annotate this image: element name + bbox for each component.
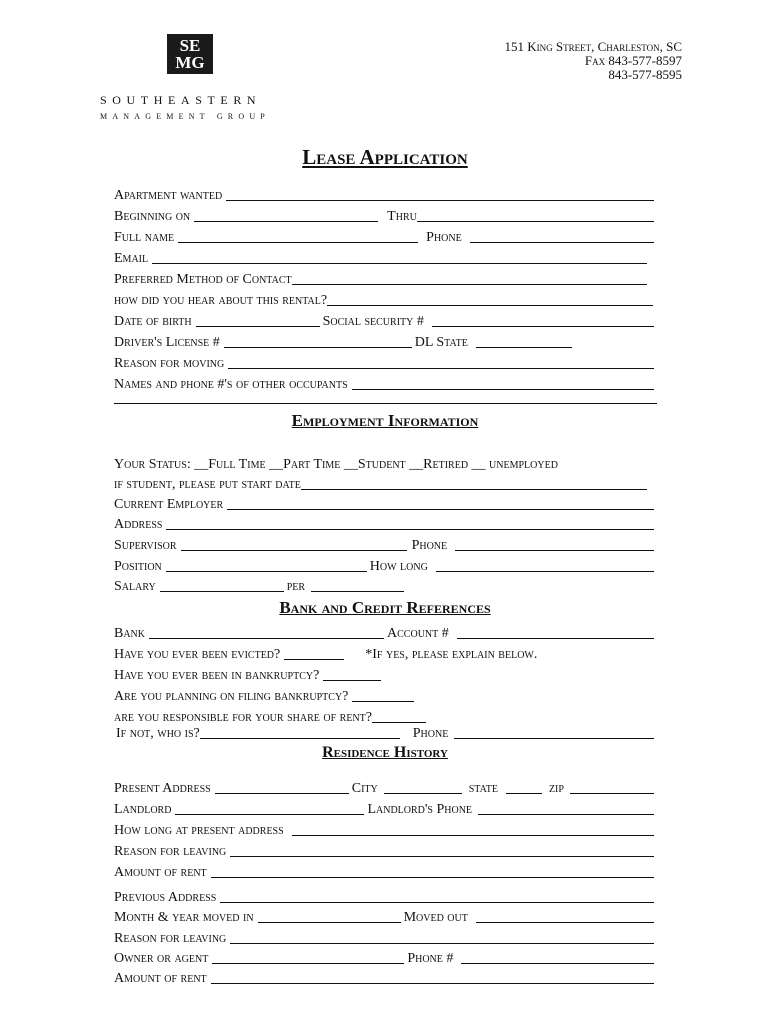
ssn-label: Social security # bbox=[322, 314, 424, 329]
contact-label: Preferred Method of Contact bbox=[114, 272, 292, 287]
ifnot-row bbox=[114, 722, 657, 742]
fax-number: Fax 843-577-8597 bbox=[584, 53, 682, 68]
account-label: Account # bbox=[387, 626, 449, 641]
ifnot-field[interactable] bbox=[200, 738, 400, 739]
position-row bbox=[114, 555, 657, 575]
salary-field[interactable] bbox=[160, 591, 284, 592]
apartment-label: Apartment wanted bbox=[114, 188, 223, 203]
present-label: Present Address bbox=[114, 781, 211, 796]
reason-leaving1-field[interactable] bbox=[230, 856, 654, 857]
movedout-label: Moved out bbox=[403, 910, 468, 925]
logo-text-top: SE bbox=[179, 36, 201, 55]
evicted-label: Have you ever been evicted? bbox=[114, 647, 281, 662]
company-logo bbox=[167, 34, 213, 74]
license-row bbox=[114, 331, 657, 351]
emp-phone-label: Phone bbox=[411, 538, 448, 553]
dob-row bbox=[114, 310, 657, 330]
owner-field[interactable] bbox=[212, 963, 404, 964]
reason-label: Reason for moving bbox=[114, 356, 225, 371]
page-title: Lease Application bbox=[302, 145, 468, 169]
howlong-field[interactable] bbox=[436, 571, 654, 572]
howlong-label: How long bbox=[369, 559, 428, 574]
reason-leaving2-label: Reason for leaving bbox=[114, 931, 227, 946]
bank-field[interactable] bbox=[149, 638, 384, 639]
responsible-label: are you responsible for your share of rent? bbox=[114, 710, 372, 725]
employer-label: Current Employer bbox=[114, 497, 224, 512]
license-label: Driver's License # bbox=[114, 335, 220, 350]
logo-text-bottom: MG bbox=[175, 53, 205, 72]
bank-label: Bank bbox=[114, 626, 146, 641]
planning-field[interactable] bbox=[352, 701, 414, 702]
bank-heading: Bank and Credit References bbox=[279, 598, 491, 617]
reason-leaving2-field[interactable] bbox=[230, 943, 654, 944]
contact-row bbox=[114, 268, 657, 288]
bank-phone-field[interactable] bbox=[454, 738, 654, 739]
reason-leaving2-row bbox=[114, 927, 657, 947]
hear-label: how did you hear about this rental? bbox=[114, 293, 328, 308]
salary-label: Salary bbox=[114, 579, 156, 594]
email-label: Email bbox=[114, 251, 149, 266]
reason-leaving1-label: Reason for leaving bbox=[114, 844, 227, 859]
bank-phone-label: Phone bbox=[412, 726, 449, 741]
reason-field[interactable] bbox=[228, 368, 654, 369]
rent2-field[interactable] bbox=[211, 983, 654, 984]
dob-label: Date of birth bbox=[114, 314, 192, 329]
ssn-field[interactable] bbox=[432, 326, 654, 327]
occupants-field[interactable] bbox=[352, 389, 654, 390]
thru-label: Thru bbox=[387, 209, 417, 224]
hear-row bbox=[114, 289, 657, 309]
student-row bbox=[114, 473, 657, 493]
fullname-field[interactable] bbox=[178, 242, 418, 243]
owner-row bbox=[114, 947, 657, 967]
ifnot-label: If not, who is? bbox=[116, 726, 200, 741]
supervisor-label: Supervisor bbox=[114, 538, 177, 553]
moved-row bbox=[114, 906, 657, 926]
employer-row bbox=[114, 493, 657, 513]
bank-row bbox=[114, 622, 657, 642]
status-row bbox=[114, 453, 657, 473]
planning-label: Are you planning on filing bankruptcy? bbox=[114, 689, 349, 704]
evicted-field[interactable] bbox=[284, 659, 344, 660]
phone-label: Phone bbox=[426, 230, 462, 245]
previous-field[interactable] bbox=[220, 902, 654, 903]
supervisor-field[interactable] bbox=[181, 550, 407, 551]
dlstate-field[interactable] bbox=[476, 347, 572, 348]
position-label: Position bbox=[114, 559, 162, 574]
email-field[interactable] bbox=[152, 263, 647, 264]
student-label: if student, please put start date bbox=[114, 477, 301, 492]
salary-row bbox=[114, 575, 657, 595]
contact-field[interactable] bbox=[292, 284, 647, 285]
owner-label: Owner or agent bbox=[114, 951, 209, 966]
rent1-field[interactable] bbox=[211, 877, 654, 878]
zip-field[interactable] bbox=[570, 793, 654, 794]
emp-address-label: Address bbox=[114, 517, 163, 532]
license-field[interactable] bbox=[224, 347, 412, 348]
previous-row bbox=[114, 886, 657, 906]
dob-field[interactable] bbox=[196, 326, 320, 327]
rent2-label: Amount of rent bbox=[114, 971, 207, 986]
city-label: City bbox=[351, 781, 378, 796]
city-field[interactable] bbox=[384, 793, 462, 794]
explain-note: *If yes, please explain below. bbox=[365, 647, 538, 662]
street-address: 151 King Street, Charleston, SC bbox=[504, 39, 682, 54]
evicted-row bbox=[114, 643, 657, 663]
fullname-label: Full name bbox=[114, 230, 175, 245]
student-field[interactable] bbox=[301, 489, 647, 490]
present-row bbox=[114, 777, 657, 797]
state-label: state bbox=[468, 781, 498, 796]
bankruptcy-row bbox=[114, 664, 657, 684]
phone-field[interactable] bbox=[470, 242, 654, 243]
howlong-present-field[interactable] bbox=[292, 835, 654, 836]
account-field[interactable] bbox=[457, 638, 654, 639]
emp-address-field[interactable] bbox=[166, 529, 654, 530]
dlstate-label: DL State bbox=[414, 335, 468, 350]
emp-address-row bbox=[114, 513, 657, 533]
beginning-label: Beginning on bbox=[114, 209, 191, 224]
zip-label: zip bbox=[548, 781, 564, 796]
beginning-field[interactable] bbox=[194, 221, 378, 222]
planning-row bbox=[114, 685, 657, 705]
company-subname: MANAGEMENT GROUP bbox=[100, 112, 270, 121]
company-name: SOUTHEASTERN bbox=[100, 93, 262, 107]
residence-heading: Residence History bbox=[322, 744, 448, 761]
howlong-present-label: How long at present address bbox=[114, 823, 284, 838]
owner-phone-label: Phone # bbox=[407, 951, 454, 966]
per-label: per bbox=[286, 579, 306, 594]
landlord-row bbox=[114, 798, 657, 818]
present-field[interactable] bbox=[215, 793, 349, 794]
landlord-field[interactable] bbox=[175, 814, 364, 815]
employment-heading: Employment Information bbox=[291, 411, 479, 430]
occupants-label: Names and phone #'s of other occupants bbox=[114, 377, 348, 392]
moved-label: Month & year moved in bbox=[114, 910, 254, 925]
moved-field[interactable] bbox=[258, 922, 401, 923]
bankruptcy-field[interactable] bbox=[323, 680, 381, 681]
fullname-row bbox=[114, 226, 657, 246]
landlord-phone-label: Landlord's Phone bbox=[367, 802, 473, 817]
owner-phone-field[interactable] bbox=[461, 963, 654, 964]
bankruptcy-label: Have you ever been in bankruptcy? bbox=[114, 668, 320, 683]
apartment-row bbox=[114, 184, 657, 204]
apartment-field[interactable] bbox=[226, 200, 654, 201]
previous-label: Previous Address bbox=[114, 890, 217, 905]
employer-field[interactable] bbox=[227, 509, 654, 510]
company-address bbox=[504, 40, 682, 82]
landlord-label: Landlord bbox=[114, 802, 172, 817]
emp-phone-field[interactable] bbox=[455, 550, 654, 551]
per-field[interactable] bbox=[311, 591, 404, 592]
thru-field[interactable] bbox=[417, 221, 654, 222]
occupants-extra-line[interactable] bbox=[114, 403, 657, 404]
supervisor-row bbox=[114, 534, 657, 554]
howlong-present-row bbox=[114, 819, 657, 839]
hear-field[interactable] bbox=[327, 305, 653, 306]
occupants-row bbox=[114, 373, 657, 393]
reason-row bbox=[114, 352, 657, 372]
rent1-label: Amount of rent bbox=[114, 865, 207, 880]
landlord-phone-field[interactable] bbox=[478, 814, 654, 815]
reason-leaving1-row bbox=[114, 840, 657, 860]
status-label[interactable]: Your Status: __Full Time __Part Time __Student __Retired __ unemployed bbox=[114, 457, 558, 472]
state-field[interactable] bbox=[506, 793, 542, 794]
email-row bbox=[114, 247, 657, 267]
beginning-row bbox=[114, 205, 657, 225]
position-field[interactable] bbox=[166, 571, 367, 572]
rent1-row bbox=[114, 861, 657, 881]
phone-number: 843-577-8595 bbox=[608, 67, 682, 82]
rent2-row bbox=[114, 967, 657, 987]
movedout-field[interactable] bbox=[476, 922, 654, 923]
